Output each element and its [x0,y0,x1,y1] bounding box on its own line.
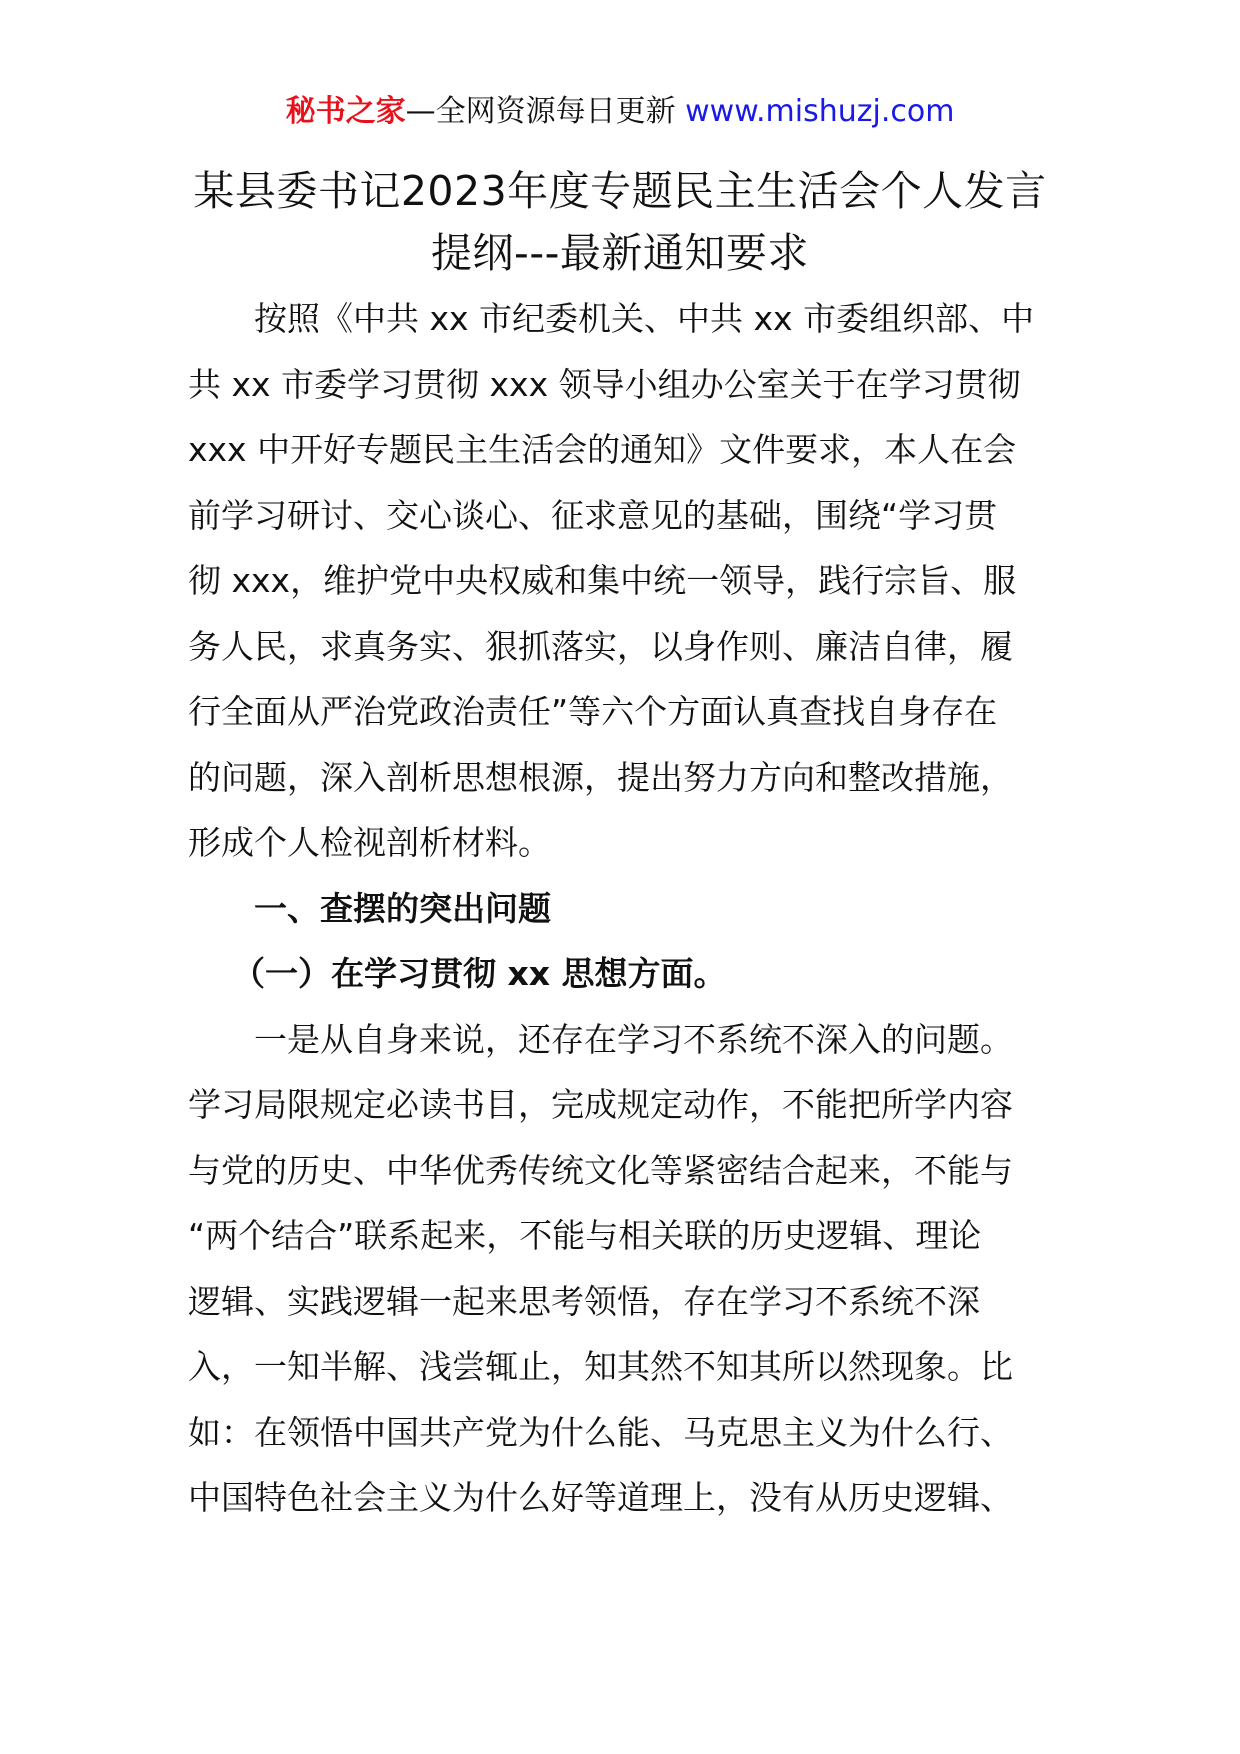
text-line: 务人民，求真务实、狠抓落实，以身作则、廉洁自律，履 [188,626,1013,666]
text-line: “两个结合”联系起来，不能与相关联的历史逻辑、理论 [188,1216,982,1255]
text-line: 一是从自身来说，还存在学习不系统不深入的问题。 [254,1019,1013,1059]
text-line: 入，一知半解、浅尝辄止，知其然不知其所以然现象。比 [188,1347,1013,1386]
text-line: 共 xx 市委学习贯彻 xxx 领导小组办公室关于在学习贯彻 [188,364,1021,404]
text-line: 前学习研讨、交心谈心、征求意见的基础，围绕“学习贯 [188,495,998,535]
brand-tagline: —全网资源每日更新 [405,94,686,129]
text-line: 与党的历史、中华优秀传统文化等紧密结合起来，不能与 [188,1150,1013,1190]
text-line: 逻辑、实践逻辑一起来思考领悟，存在学习不系统不深 [188,1281,980,1321]
subsection-heading: （一）在学习贯彻 xx 思想方面。 [232,954,727,993]
text-line: 中国特色社会主义为什么好等道理上，没有从历史逻辑、 [188,1478,1013,1517]
title-line-2: 提纲---最新通知要求 [431,229,809,277]
text-line: 如：在领悟中国共产党为什么能、马克思主义为什么行、 [188,1412,1013,1452]
title-line-1: 某县委书记2023年度专题民主生活会个人发言 [193,167,1047,215]
text-line: xxx 中开好专题民主生活会的通知》文件要求，本人在会 [188,430,1017,469]
document-title [150,160,1090,284]
text-line: 行全面从严治党政治责任”等六个方面认真查找自身存在 [188,692,998,731]
text-line: 形成个人检视剖析材料。 [188,823,551,862]
text-line: 彻 xxx，维护党中央权威和集中统一领导，践行宗旨、服 [188,561,1017,600]
paragraph-intro [188,286,1068,1531]
section-heading: 一、查摆的突出问题 [254,888,551,928]
watermark-header [0,92,1240,132]
text-line: 学习局限规定必读书目，完成规定动作，不能把所学内容 [188,1085,1013,1124]
brand-name: 秘书之家 [285,94,406,129]
text-line: 按照《中共 xx 市纪委机关、中共 xx 市委组织部、中 [254,299,1035,338]
brand-url-link[interactable]: www.mishuzj.com [685,94,955,129]
text-line: 的问题，深入剖析思想根源，提出努力方向和整改措施， [188,757,1013,797]
